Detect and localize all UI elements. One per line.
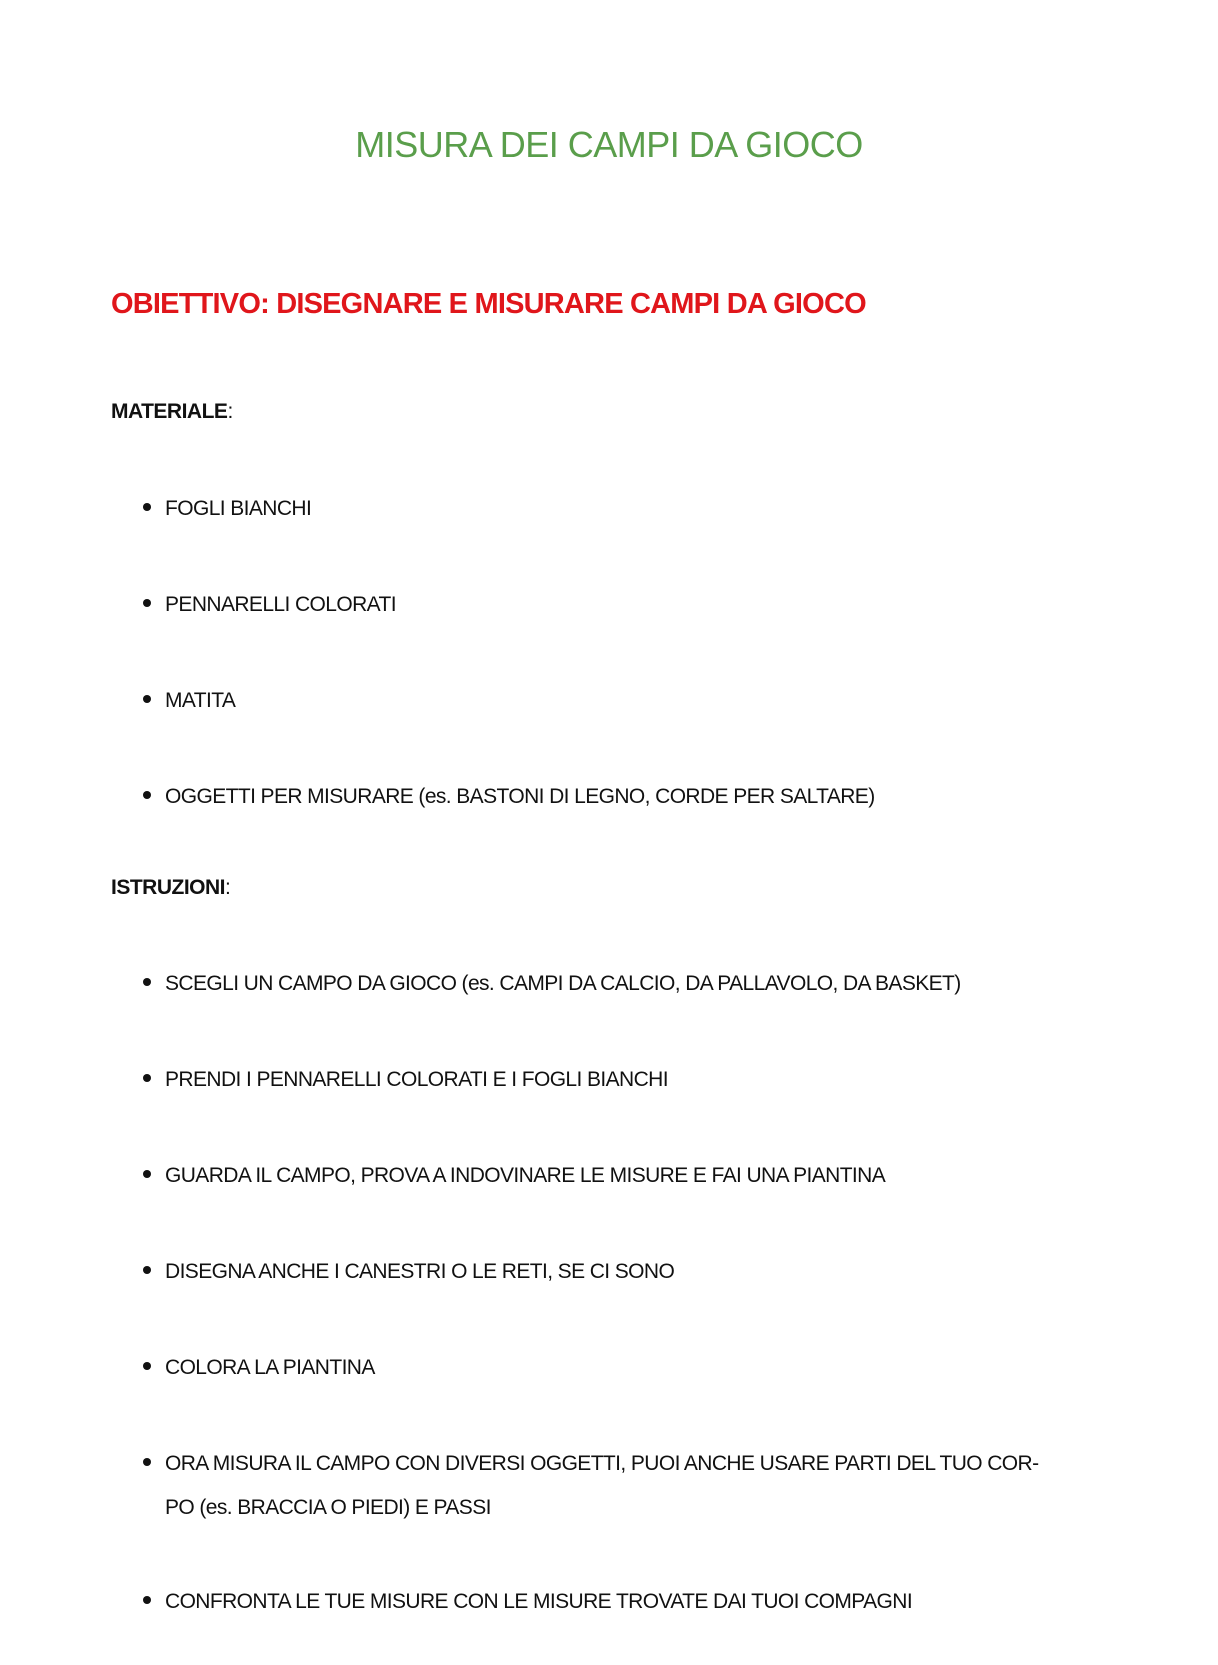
list-item <box>143 1442 1039 1530</box>
list-item-text: GUARDA IL CAMPO, PROVA A INDOVINARE LE MISURE E FAI UNA PIANTINA <box>165 1164 886 1187</box>
list-item-text: OGGETTI PER MISURARE (es. BASTONI DI LEGNO, CORDE PER SALTARE) <box>165 785 875 808</box>
list-item-text: CONFRONTA LE TUE MISURE CON LE MISURE TROVATE DAI TUOI COMPAGNI <box>165 1590 913 1613</box>
bullet-icon <box>143 1170 151 1178</box>
list-item <box>143 1346 375 1390</box>
bullet-icon <box>143 1596 151 1604</box>
list-item <box>143 775 875 819</box>
bullet-icon <box>143 599 151 607</box>
objective-heading: OBIETTIVO: DISEGNARE E MISURARE CAMPI DA GIOCO <box>111 288 866 320</box>
list-item <box>143 1250 674 1294</box>
list-item-text: FOGLI BIANCHI <box>165 497 312 520</box>
list-item <box>143 679 235 723</box>
instructions-label <box>111 876 230 900</box>
list-item-text-line2: PO (es. BRACCIA O PIEDI) E PASSI <box>165 1496 491 1519</box>
bullet-icon <box>143 1362 151 1370</box>
list-item-text: DISEGNA ANCHE I CANESTRI O LE RETI, SE CI SONO <box>165 1260 675 1283</box>
bullet-icon <box>143 1074 151 1082</box>
instructions-label-colon: : <box>225 876 231 899</box>
page-title: MISURA DEI CAMPI DA GIOCO <box>355 124 863 165</box>
list-item <box>143 583 396 627</box>
bullet-icon <box>143 791 151 799</box>
list-item-text: MATITA <box>165 689 236 712</box>
bullet-icon <box>143 695 151 703</box>
list-item <box>143 1580 912 1624</box>
list-item <box>143 487 311 531</box>
bullet-icon <box>143 978 151 986</box>
bullet-icon <box>143 503 151 511</box>
list-item <box>143 962 961 1006</box>
instructions-label-text: ISTRUZIONI <box>111 876 225 899</box>
list-item-text: SCEGLI UN CAMPO DA GIOCO (es. CAMPI DA CALCIO, DA PALLAVOLO, DA BASKET) <box>165 972 961 995</box>
bullet-icon <box>143 1458 151 1466</box>
materials-label-colon: : <box>227 400 233 423</box>
list-item-text: PENNARELLI COLORATI <box>165 593 396 616</box>
list-item-text: COLORA LA PIANTINA <box>165 1356 375 1379</box>
list-item-text: PRENDI I PENNARELLI COLORATI E I FOGLI BIANCHI <box>165 1068 668 1091</box>
list-item <box>143 1154 885 1198</box>
bullet-icon <box>143 1266 151 1274</box>
list-item-text-line1: ORA MISURA IL CAMPO CON DIVERSI OGGETTI, PUOI ANCHE USARE PARTI DEL TUO COR- <box>165 1452 1039 1475</box>
materials-label <box>111 400 233 424</box>
materials-label-text: MATERIALE <box>111 400 228 423</box>
list-item <box>143 1058 668 1102</box>
